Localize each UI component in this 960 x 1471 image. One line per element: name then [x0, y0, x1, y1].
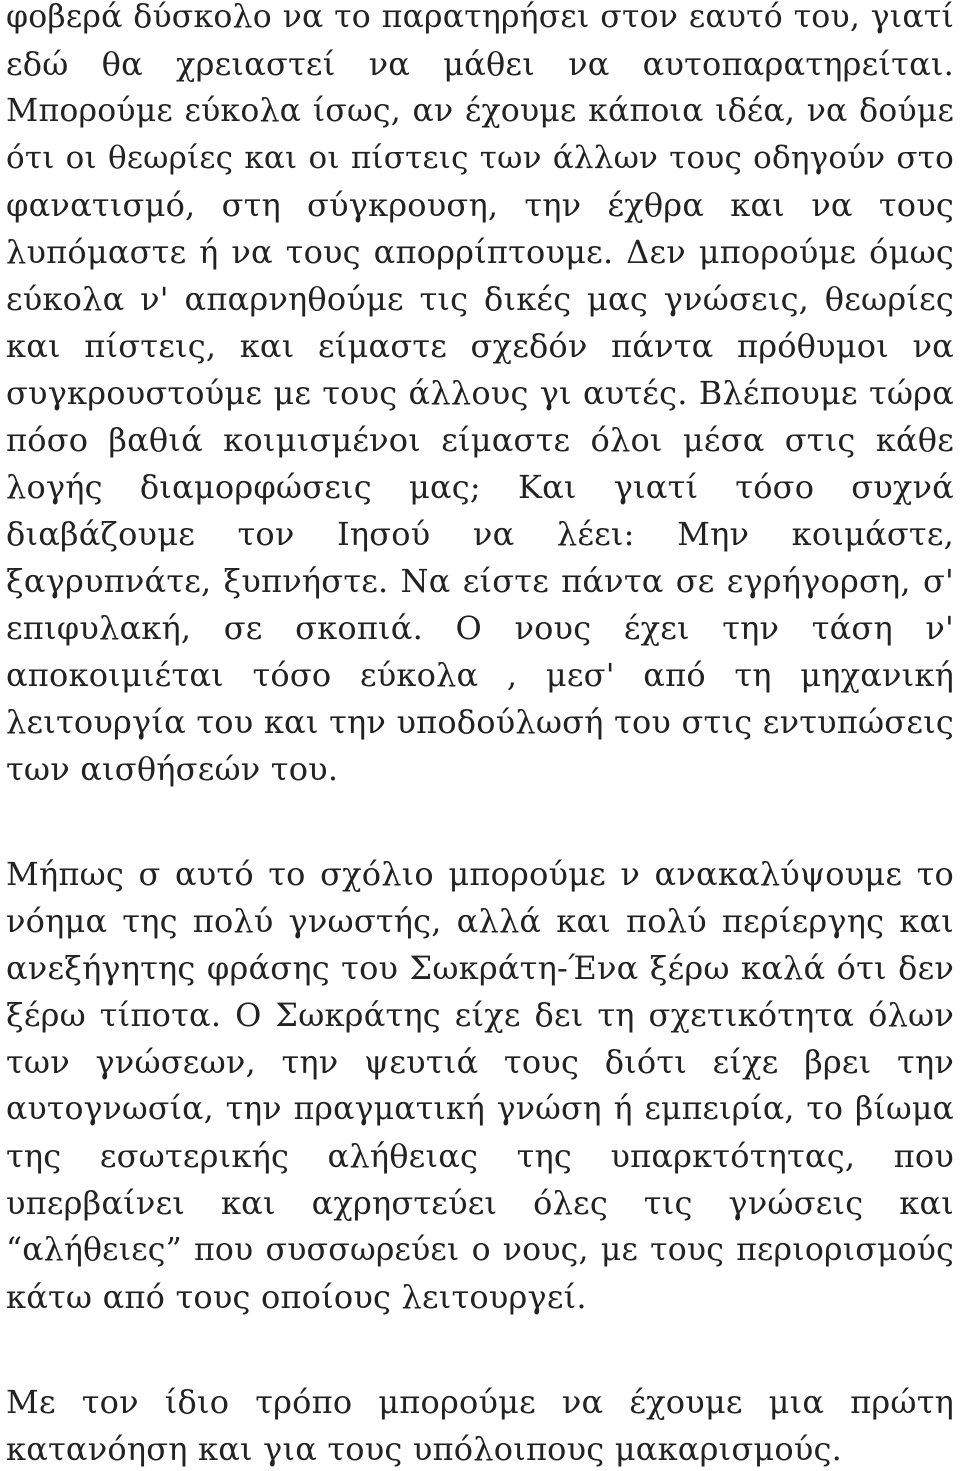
- text-line: λυπόμαστε ή να τους απορρίπτουμε. Δεν μπορούμε όμως: [6, 233, 954, 271]
- text-line: λειτουργία του και την υποδούλωσή του στις εντυπώσεις: [6, 703, 954, 741]
- text-line: ξαγρυπνάτε, ξυπνήστε. Να είστε πάντα σε εγρήγορση, σ': [6, 562, 954, 600]
- text-line: φανατισμό, στη σύγκρουση, την έχθρα και να τους: [6, 186, 954, 224]
- text-line: νόημα της πολύ γνωστής, αλλά και πολύ περίεργης και: [6, 902, 954, 940]
- text-line: επιφυλακή, σε σκοπιά. Ο νους έχει την τάση ν': [6, 609, 954, 647]
- text-line: “αλήθειες” που συσσωρεύει ο νους, με τους περιορισμούς: [6, 1232, 954, 1268]
- text-line: και πίστεις, και είμαστε σχεδόν πάντα πρόθυμοι να: [6, 327, 954, 365]
- paragraph-3: [0, 1379, 960, 1471]
- paragraph-spacer: [0, 1321, 960, 1379]
- text-line: διαβάζουμε τον Ιησού να λέει: Μην κοιμάστε,: [6, 515, 954, 553]
- text-line: ανεξήγητης φράσης του Σωκράτη-Ένα ξέρω καλά ότι δεν: [6, 949, 954, 987]
- text-line: κάτω από τους οποίους λειτουργεί.: [6, 1278, 587, 1316]
- text-line: κατανόηση και για τους υπόλοιπους μακαρισμούς.: [6, 1430, 843, 1468]
- text-line: της εσωτερικής αλήθειας της υπαρκτότητας, που: [6, 1137, 954, 1175]
- text-line: εύκολα ν' απαρνηθούμε τις δικές μας γνώσεις, θεωρίες: [6, 280, 954, 318]
- text-line: Με τον ίδιο τρόπο μπορούμε να έχουμε μια πρώτη: [6, 1383, 954, 1421]
- paragraph-spacer: [0, 793, 960, 851]
- paragraph-2: [0, 851, 960, 1321]
- text-line: Μήπως σ αυτό το σχόλιο μπορούμε ν ανακαλύψουμε το: [6, 855, 954, 893]
- text-line: υπερβαίνει και αχρηστεύει όλες τις γνώσεις και: [6, 1184, 954, 1222]
- text-line: πόσο βαθιά κοιμισμένοι είμαστε όλοι μέσα στις κάθε: [6, 421, 954, 459]
- text-line: φοβερά δύσκολο να το παρατηρήσει στον εαυτό του, γιατί: [6, 0, 954, 35]
- text-line: αποκοιμιέται τόσο εύκολα , μεσ' από τη μηχανική: [6, 656, 954, 694]
- text-line: των γνώσεων, την ψευτιά τους διότι είχε βρει την: [6, 1043, 954, 1081]
- text-line: Μπορούμε εύκολα ίσως, αν έχουμε κάποια ιδέα, να δούμε: [6, 93, 954, 129]
- text-line: αυτογνωσία, την πραγματική γνώση ή εμπειρία, το βίωμα: [6, 1091, 954, 1127]
- text-line: συγκρουστούμε με τους άλλους γι αυτές. Βλέπουμε τώρα: [6, 374, 954, 412]
- text-line: εδώ θα χρειαστεί να μάθει να αυτοπαρατηρείται.: [6, 45, 954, 83]
- text-line: των αισθήσεών του.: [6, 750, 339, 788]
- text-line: ξέρω τίποτα. Ο Σωκράτης είχε δει τη σχετικότητα όλων: [6, 996, 954, 1034]
- text-line: λογής διαμορφώσεις μας; Και γιατί τόσο συχνά: [6, 468, 954, 506]
- text-line: ότι οι θεωρίες και οι πίστεις των άλλων τους οδηγούν στο: [6, 140, 954, 176]
